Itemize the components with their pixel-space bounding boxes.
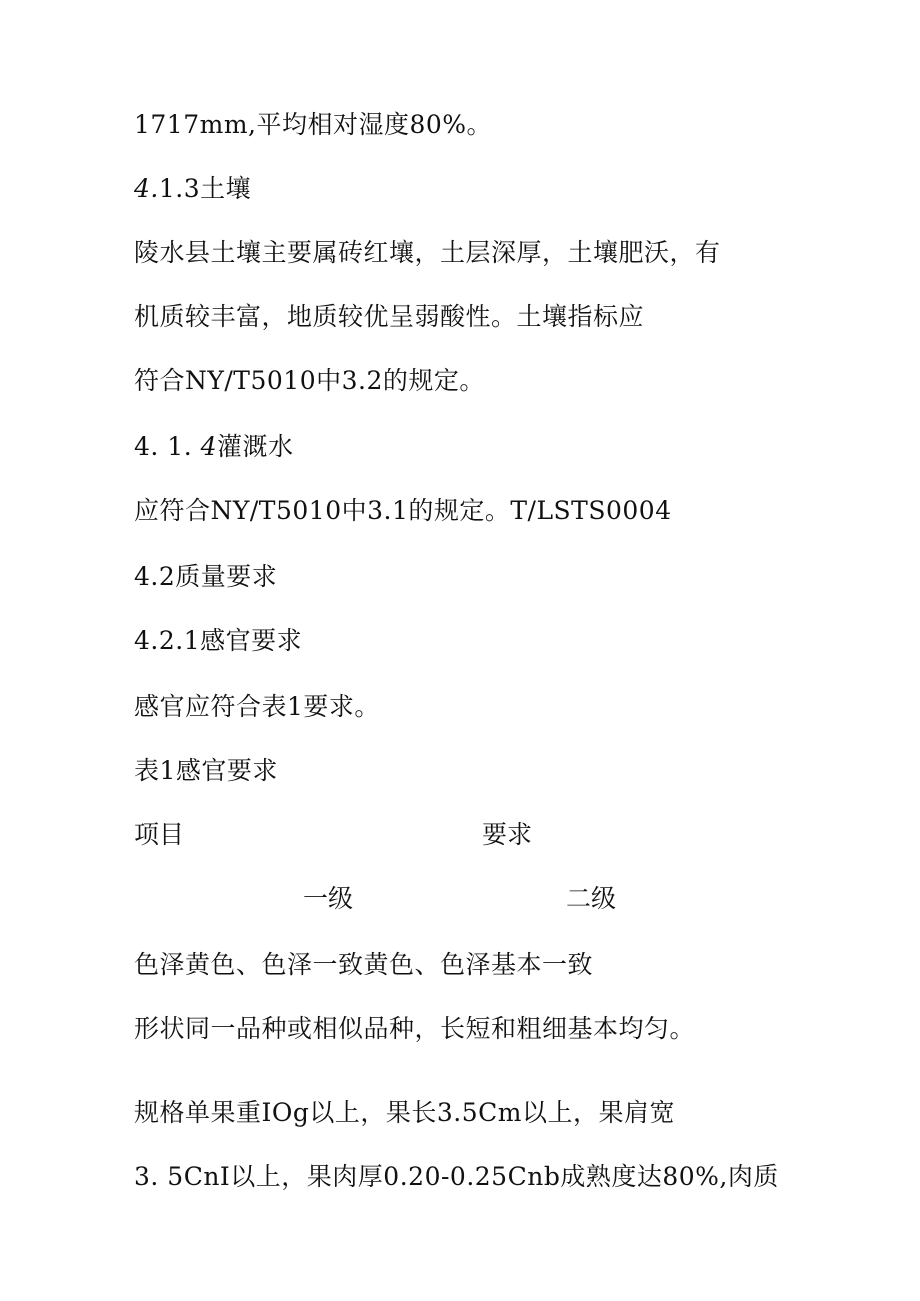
text-line-soil-3: 符合NY/T5010中3.2的规定。	[134, 366, 485, 395]
text-line-climate: 1717mm,平均相对湿度80%。	[134, 110, 493, 139]
heading-4-1-4-text: 灌溉水	[217, 432, 294, 461]
table-grade-2: 二级	[566, 884, 617, 913]
heading-4-1-4-num: 4	[200, 432, 218, 461]
heading-4-2: 4.2质量要求	[134, 562, 278, 591]
heading-4-2-1: 4.2.1感官要求	[134, 626, 303, 655]
text-line-sensory: 感官应符合表1要求。	[134, 692, 380, 721]
table-caption: 表1感官要求	[134, 756, 278, 785]
text-line-irrigation: 应符合NY/T5010中3.1的规定。T/LSTS0004	[134, 496, 672, 525]
table-row-spec-2: 3. 5CnI以上，果肉厚0.20-0.25Cnb成熟度达80%,肉质	[134, 1162, 779, 1191]
text-line-soil-1: 陵水县土壤主要属砖红壤，土层深厚，土壤肥沃，有	[134, 238, 721, 267]
heading-4-1-4	[134, 432, 294, 462]
heading-4-1-3-text: 1.3土壤	[158, 174, 252, 203]
heading-4-1-4-prefix: 4. 1.	[134, 432, 201, 461]
heading-4-1-3	[134, 174, 251, 204]
table-header-item: 项目	[134, 820, 185, 849]
table-header-requirement: 要求	[482, 820, 533, 849]
table-grade-1: 一级	[303, 884, 354, 913]
table-row-spec-1: 规格单果重IOg以上，果长3.5Cm以上，果肩宽	[134, 1098, 675, 1127]
table-row-color: 色泽黄色、色泽一致黄色、色泽基本一致	[134, 950, 594, 979]
heading-4-1-3-num: 4.	[134, 174, 159, 203]
table-row-shape: 形状同一品种或相似品种，长短和粗细基本均匀。	[134, 1014, 696, 1043]
text-line-soil-2: 机质较丰富，地质较优呈弱酸性。土壤指标应	[134, 302, 645, 331]
